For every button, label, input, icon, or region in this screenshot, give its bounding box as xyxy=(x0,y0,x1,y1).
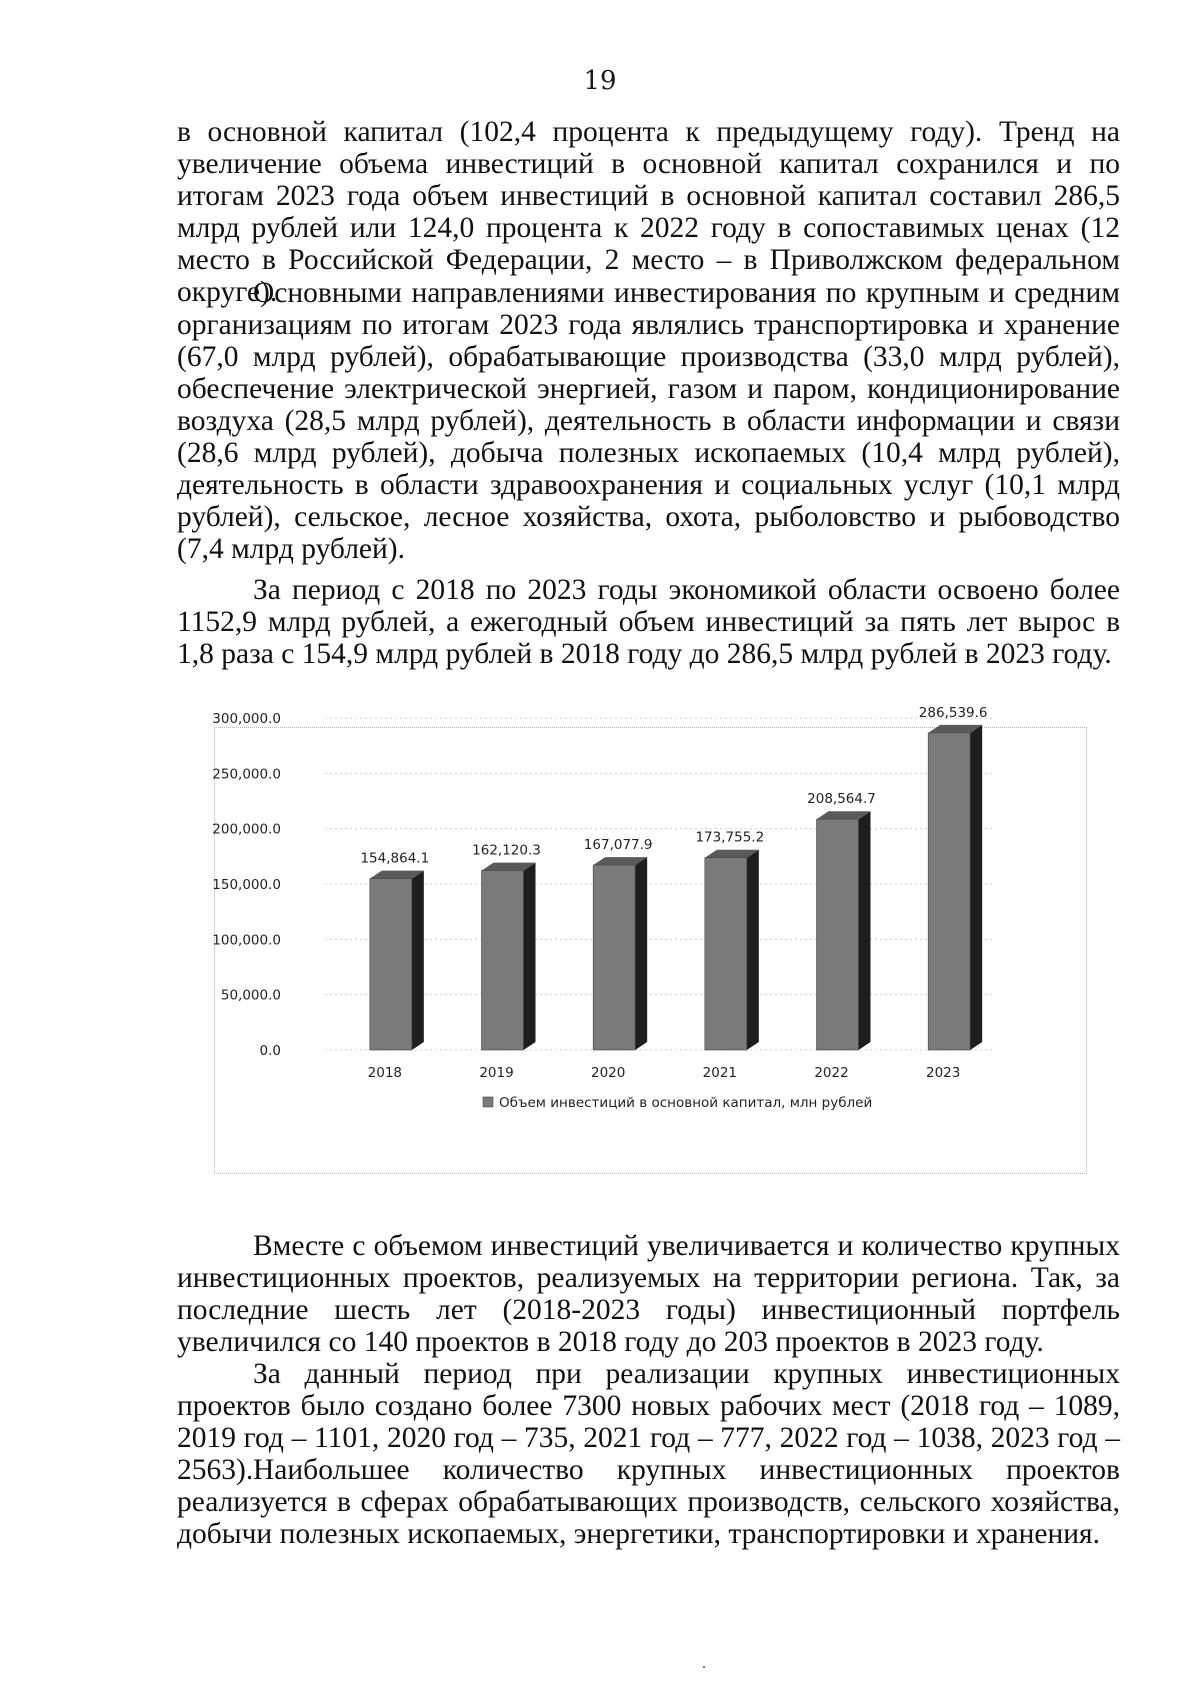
y-tick-label: 150,000.0 xyxy=(212,877,281,893)
legend-label: Объем инвестиций в основной капитал, млн рублей xyxy=(499,1095,873,1111)
x-tick-label: 2022 xyxy=(814,1065,849,1081)
bar-side xyxy=(635,857,647,1050)
y-tick-label: 250,000.0 xyxy=(212,766,281,783)
bar-side xyxy=(524,863,536,1050)
data-label: 167,077.9 xyxy=(583,837,653,854)
x-tick-label: 2020 xyxy=(590,1065,626,1081)
x-tick-label: 2021 xyxy=(702,1065,738,1081)
x-tick-label: 2018 xyxy=(367,1065,403,1081)
bar xyxy=(928,733,970,1050)
bar xyxy=(370,879,412,1050)
bar-side xyxy=(859,811,871,1050)
paragraph-5: За данный период при реализации крупных инвестиционных проектов было создано более 7300 новых рабочих мест (2018 год – 1089, 2019 год – 1101, 2020 год – 735, 2021 год – 777, 2022 год – 1038, 2023 год – 2563). xyxy=(177,1358,1120,1486)
y-tick-label: 0.0 xyxy=(259,1043,281,1059)
legend-swatch xyxy=(483,1097,493,1107)
paragraph-4: Вместе с объемом инвестиций увеличивается и количество крупных инвестиционных проектов, реализуемых на территории региона. Так, за последние шесть лет (2018-2023 годы) инвестиционный портфель увеличился со 140 проектов в 2018 году до 203 проектов в 2023 году. xyxy=(177,1230,1120,1358)
paragraph-1: в основной капитал (102,4 процента к предыдущему году). Тренд на увеличение объема инвестиций в основной капитал сохранился и по итогам 2023 года объем инвестиций в основной капитал составил 286,5 млрд рублей или 124,0 процента к 2022 году в сопоставимых ценах (12 место в Российской Федерации, 2 место – в Приволжском федеральном округе). xyxy=(177,116,1120,308)
bar-side xyxy=(747,850,759,1050)
y-tick-label: 100,000.0 xyxy=(212,932,281,949)
scan-dot xyxy=(703,1666,705,1668)
page-number: 19 xyxy=(583,66,617,96)
bar xyxy=(593,865,635,1050)
paragraph-2: Основными направлениями инвестирования по крупным и средним организациям по итогам 2023 года являлись транспортировка и хранение (67,0 млрд рублей), обрабатывающие производства (33,0 млрд рублей), обеспечение электрической энергией, газом и паром, кондиционирование воздуха (28,5 млрд рублей), деятельность в области информации и связи (28,6 млрд рублей), добыча полезных ископаемых (10,4 млрд рублей), деятельность в области здравоохранения и социальных услуг (10,1 млрд рублей), сельское, лесное хозяйства, охота, рыболовство и рыбоводство (7,4 млрд рублей). xyxy=(177,277,1120,565)
data-label: 154,864.1 xyxy=(360,850,430,867)
paragraph-3: За период с 2018 по 2023 годы экономикой области освоено более 1152,9 млрд рублей, а ежегодный объем инвестиций за пять лет вырос в 1,8 раза с 154,9 млрд рублей в 2018 году до 286,5 млрд рублей в 2023 году. xyxy=(177,574,1120,670)
y-tick-label: 50,000.0 xyxy=(220,987,281,1004)
chart-canvas xyxy=(212,704,1086,1173)
y-tick-label: 300,000.0 xyxy=(212,711,281,727)
data-label: 162,120.3 xyxy=(472,842,541,859)
investment-chart xyxy=(212,704,1087,1174)
x-tick-label: 2023 xyxy=(925,1065,961,1081)
data-label: 173,755.2 xyxy=(695,829,765,846)
bar-side xyxy=(412,871,424,1050)
bar xyxy=(705,858,747,1050)
bar xyxy=(817,819,859,1050)
bar xyxy=(482,871,524,1050)
bar-side xyxy=(970,725,982,1050)
data-label: 208,564.7 xyxy=(807,791,876,808)
y-tick-label: 200,000.0 xyxy=(212,821,281,838)
data-label: 286,539.6 xyxy=(918,704,988,721)
x-tick-label: 2019 xyxy=(479,1065,514,1081)
paragraph-6: Наибольшее количество крупных инвестиционных проектов реализуется в сферах обрабатывающих производств, сельского хозяйства, добычи полезных ископаемых, энергетики, транспортировки и хранения. xyxy=(177,1454,1120,1550)
